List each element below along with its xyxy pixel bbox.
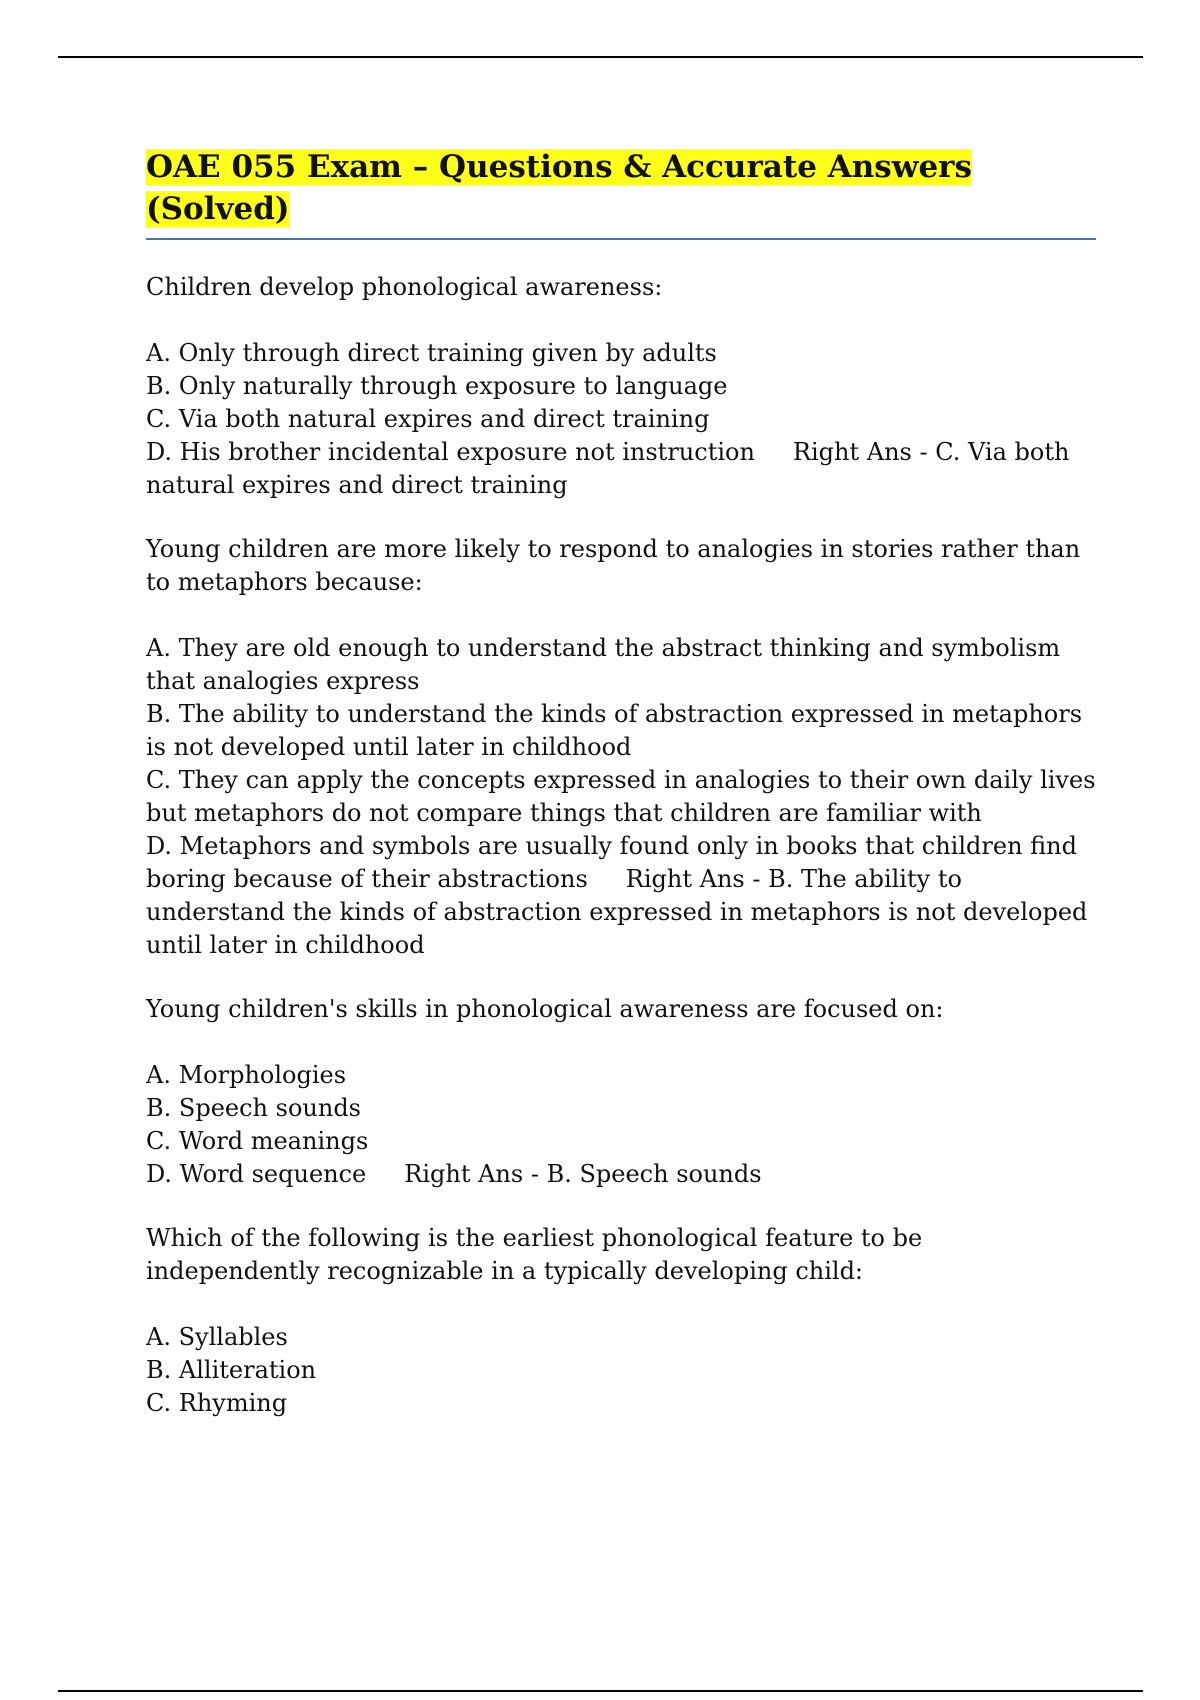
question-1: [146, 271, 1096, 502]
option-a: A. Morphologies: [146, 1060, 347, 1089]
question-stem: Young children are more likely to respond to analogies in stories rather than to metaphors because:: [146, 534, 1081, 596]
question-stem: Children develop phonological awareness:: [146, 272, 663, 301]
question-4: [146, 1222, 1096, 1420]
header-rule: [58, 56, 1143, 58]
title-underline: [146, 238, 1096, 240]
question-stem: Which of the following is the earliest phonological feature to be independently recognizable in a typically developing child:: [146, 1223, 923, 1285]
option-d-with-answer: [146, 1158, 1096, 1191]
question-stem: Young children's skills in phonological awareness are focused on:: [146, 994, 944, 1023]
option-c: C. Via both natural expires and direct training: [146, 404, 710, 433]
right-answer: Right Ans - C. Via both natural expires and direct training: [146, 437, 1070, 499]
option-b: B. Only naturally through exposure to language: [146, 371, 728, 400]
option-c: C. Rhyming: [146, 1388, 288, 1417]
option-d: D. Word sequence: [146, 1159, 367, 1188]
title-line-1: OAE 055 Exam – Questions & Accurate Answers: [146, 149, 972, 185]
option-b: B. The ability to understand the kinds of abstraction expressed in metaphors is not developed until later in childhood: [146, 699, 1083, 761]
title-line-2: (Solved): [146, 191, 290, 227]
option-d: D. Metaphors and symbols are usually found only in books that children find boring because of their abstractions: [146, 831, 1077, 893]
footer-rule: [58, 1690, 1143, 1692]
option-c: C. They can apply the concepts expressed in analogies to their own daily lives but metaphors do not compare things that children are familiar with: [146, 765, 1096, 827]
question-3: [146, 993, 1096, 1191]
question-2: [146, 533, 1096, 962]
right-answer: Right Ans - B. The ability to understand the kinds of abstraction expressed in metaphors is not developed until later in childhood: [146, 864, 1088, 959]
option-a: A. Only through direct training given by adults: [146, 338, 717, 367]
option-b: B. Speech sounds: [146, 1093, 361, 1122]
option-d-with-answer: [146, 436, 1096, 502]
document-body: [146, 146, 1096, 1420]
option-d: D. His brother incidental exposure not instruction: [146, 437, 755, 466]
option-a: A. They are old enough to understand the abstract thinking and symbolism that analogies express: [146, 633, 1061, 695]
document-title: [146, 146, 1096, 230]
option-a: A. Syllables: [146, 1322, 288, 1351]
right-answer: Right Ans - B. Speech sounds: [404, 1159, 762, 1188]
option-d-with-answer: [146, 830, 1096, 962]
option-b: B. Alliteration: [146, 1355, 317, 1384]
option-c: C. Word meanings: [146, 1126, 369, 1155]
